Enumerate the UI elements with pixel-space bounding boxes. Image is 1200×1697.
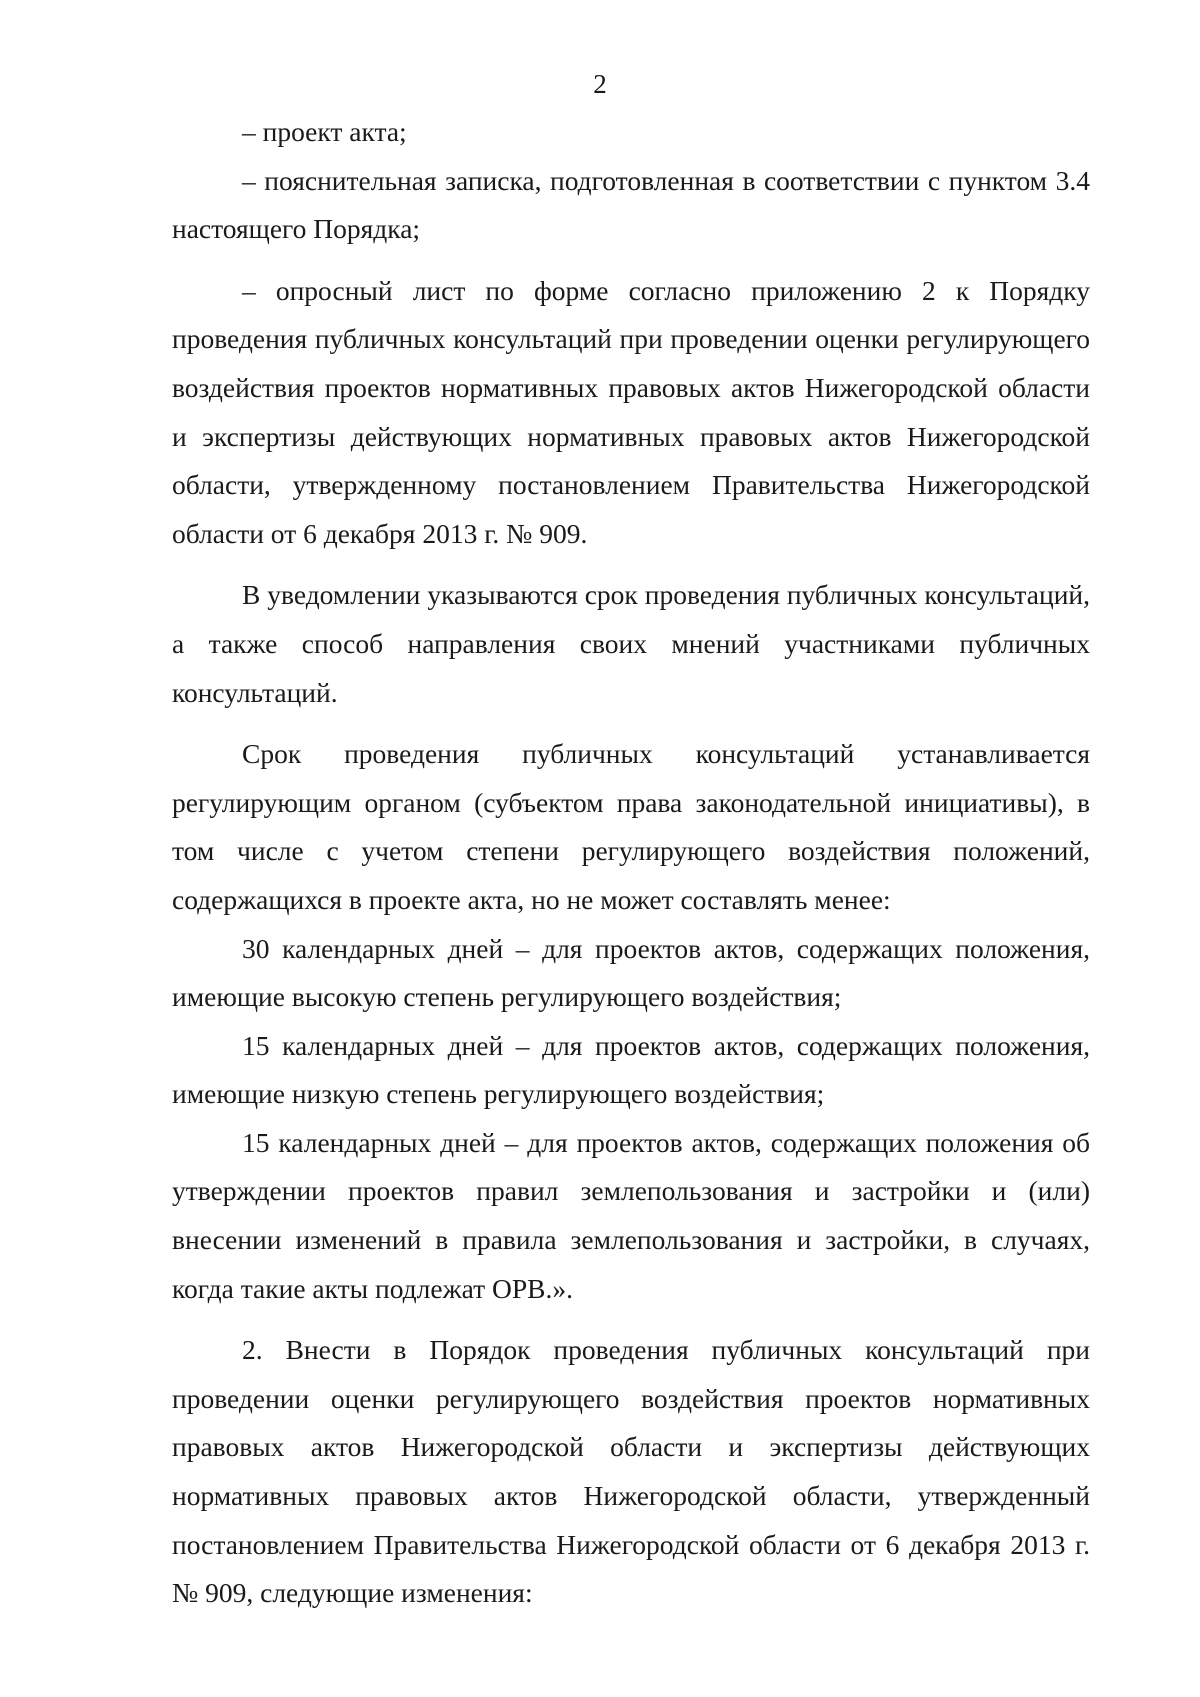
paragraph-consultation-term: Срок проведения публичных консультаций устанавливается регулирующим органом (субъектом права законодательной инициативы), в том числе с учетом степени регулирующего воздействия положений, содержащихся в проекте акта, но не может составлять менее:	[172, 738, 1090, 915]
paragraph-15-days-land-use: 15 календарных дней – для проектов актов, содержащих положения об утверждении проектов правил землепользования и застройки и (или) внесении изменений в правила землепользования и застройки, в случаях, когда такие акты подлежат ОРВ.».	[172, 1126, 1090, 1304]
paragraph-amendments: 2. Внести в Порядок проведения публичных консультаций при проведении оценки регулирующего воздействия проектов нормативных правовых актов Нижегородской области и экспертизы действующих нормативных правовых актов Нижегородской области, утвержденный постановлением Правительства Нижегородской области от 6 декабря 2013 г. № 909, следующие изменения:	[172, 1334, 1090, 1609]
paragraph-questionnaire: – опросный лист по форме согласно приложению 2 к Порядку проведения публичных консультаций при проведении оценки регулирующего воздействия проектов нормативных правовых актов Нижегородской области и экспертизы действующих нормативных правовых актов Нижегородской области, утвержденному постановлением Правительства Нижегородской области от 6 декабря 2013 г. № 909.	[172, 274, 1090, 549]
paragraph-30-days: 30 календарных дней – для проектов актов, содержащих положения, имеющие высокую степень регулирующего воздействия;	[172, 932, 1090, 1013]
paragraph-15-days-low: 15 календарных дней – для проектов актов, содержащих положения, имеющие низкую степень регулирующего воздействия;	[172, 1029, 1090, 1110]
paragraph-explanatory-note: – пояснительная записка, подготовленная в соответствии с пунктом 3.4 настоящего Порядка;	[172, 164, 1090, 245]
paragraph-notification: В уведомлении указываются срок проведения публичных консультаций, а также способ направления своих мнений участниками публичных консультаций.	[172, 579, 1090, 708]
paragraph-draft-act: – проект акта;	[242, 116, 407, 147]
document-body	[172, 108, 1090, 1618]
page-number: 2	[593, 69, 607, 99]
